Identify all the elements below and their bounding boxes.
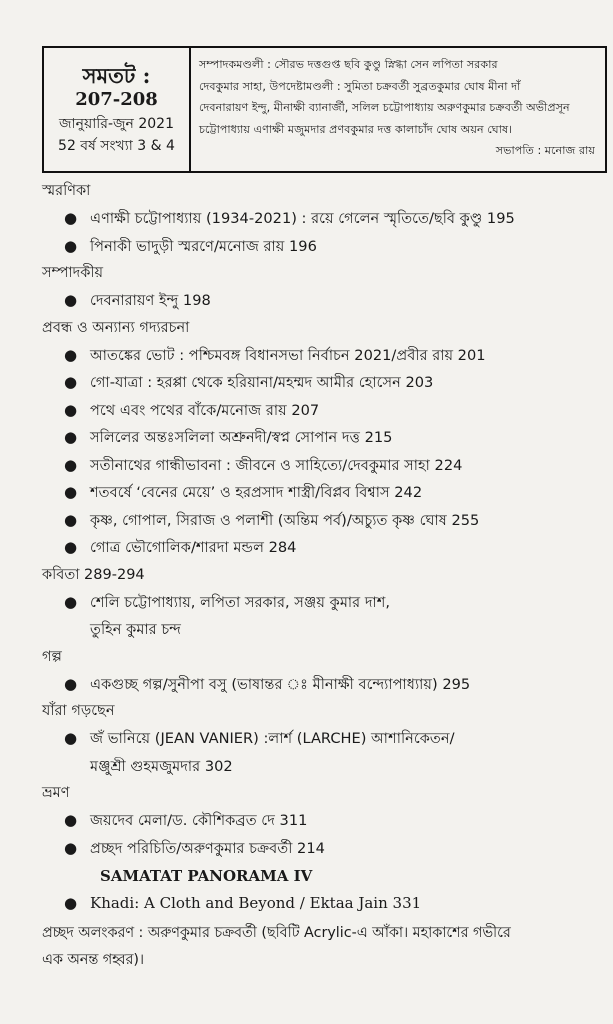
toc-entry[interactable] bbox=[42, 424, 613, 452]
entry-continuation: মঞ্জুশ্রী গুহমজুমদার 302 bbox=[90, 757, 233, 775]
bullet-icon: ● bbox=[64, 729, 78, 747]
bullet-icon: ● bbox=[64, 373, 78, 391]
entry-text: পিনাকী ভাদুড়ী স্মরণে/মনোজ রায় 196 bbox=[90, 237, 317, 255]
toc-entry[interactable] bbox=[42, 205, 613, 233]
issue-number: 207-208 bbox=[75, 88, 158, 110]
toc-entry[interactable] bbox=[42, 342, 613, 370]
toc-entry[interactable] bbox=[42, 369, 613, 397]
entry-text: শতবর্ষে ‘বেনের মেয়ে’ ও হরপ্রসাদ শাস্ত্রী/বিপ্লব বিশ্বাস 242 bbox=[90, 484, 423, 501]
editorial-board bbox=[191, 48, 605, 171]
entry-text: সলিলের অন্তঃসলিলা অশ্রুনদী/স্বপ্ন সোপান দত্ত 215 bbox=[90, 429, 393, 446]
header-box bbox=[42, 46, 607, 173]
president-line: সভাপতি : মনোজ রায় bbox=[495, 144, 595, 157]
entry-text: গোত্র ভৌগোলিক/শারদা মন্ডল 284 bbox=[90, 539, 297, 556]
toc-entry[interactable] bbox=[42, 452, 613, 480]
bullet-icon: ● bbox=[64, 510, 78, 529]
editors-line: দেবনারায়ণ ইন্দু, মীনাক্ষী ব্যানার্জী, সলিল চট্টোপাধ্যায় অরুণকুমার চক্রবর্তী অভীপ্রসূন bbox=[199, 101, 570, 114]
entry-text: জয়দেব মেলা/ড. কৌশিকব্রত দে 311 bbox=[90, 812, 308, 829]
toc-entry[interactable] bbox=[42, 589, 613, 617]
toc-entry[interactable] bbox=[42, 671, 613, 699]
masthead bbox=[44, 48, 191, 171]
section-heading: গল্প bbox=[42, 648, 62, 665]
entry-text: জঁ ভানিয়ে (JEAN VANIER) :লার্শ (LARCHE) আশানিকেতন/ bbox=[90, 730, 455, 747]
editors-line: সম্পাদকমণ্ডলী : সৌরভ দত্তগুপ্ত ছবি কুণ্ডু স্নিগ্ধা সেন লপিতা সরকার bbox=[199, 58, 498, 71]
toc-entry[interactable] bbox=[42, 397, 613, 425]
entry-text: শেলি চট্টোপাধ্যায়, লপিতা সরকার, সঞ্জয় কুমার দাশ, bbox=[90, 593, 390, 611]
bullet-icon: ● bbox=[64, 236, 78, 255]
volume-number: 52 বর্ষ সংখ্যা 3 & 4 bbox=[58, 137, 175, 154]
cover-credit-line: এক অনন্ত গহ্বর)। bbox=[42, 951, 145, 968]
bullet-icon: ● bbox=[64, 428, 78, 446]
entry-text: সতীনাথের গান্ধীভাবনা : জীবনে ও সাহিত্যে/দেবকুমার সাহা 224 bbox=[90, 456, 463, 474]
toc-entry[interactable] bbox=[42, 835, 613, 863]
section-heading: সম্পাদকীয় bbox=[42, 265, 104, 281]
panorama-heading: SAMATAT PANORAMA IV bbox=[100, 867, 313, 885]
entry-text: দেবনারায়ণ ইন্দু 198 bbox=[90, 292, 211, 309]
toc-entry[interactable] bbox=[42, 534, 613, 562]
bullet-icon: ● bbox=[64, 483, 78, 501]
toc-entry[interactable] bbox=[42, 479, 613, 507]
journal-title: সমতট : bbox=[82, 62, 151, 88]
bullet-icon: ● bbox=[64, 291, 78, 309]
entry-text: একগুচ্ছ গল্প/সুনীপা বসু (ভাষান্তর ঃ মীনাক্ষী বন্দ্যোপাধ্যায়) 295 bbox=[90, 675, 471, 693]
cover-credit-line: প্রচ্ছদ অলংকরণ : অরুণকুমার চক্রবর্তী (ছবিটি Acrylic-এ আঁকা। মহাকাশের গভীরে bbox=[42, 924, 511, 941]
bullet-icon: ● bbox=[64, 592, 78, 611]
bullet-icon: ● bbox=[64, 400, 78, 419]
toc-entry[interactable] bbox=[42, 807, 613, 835]
entry-text: কৃষ্ণ, গোপাল, সিরাজ ও পলাশী (অন্তিম পর্ব)/অচ্যুত কৃষ্ণ ঘোষ 255 bbox=[90, 511, 480, 529]
section-heading: যাঁরা গড়ছেন bbox=[42, 703, 115, 719]
toc-entry[interactable] bbox=[42, 287, 613, 315]
toc-entry[interactable] bbox=[42, 507, 613, 535]
table-of-contents bbox=[42, 178, 613, 974]
section-heading: স্মরণিকা bbox=[42, 183, 91, 199]
bullet-icon: ● bbox=[64, 538, 78, 556]
section-heading: প্রবন্ধ ও অন্যান্য গদ্যরচনা bbox=[42, 319, 190, 336]
entry-text: পথে এবং পথের বাঁকে/মনোজ রায় 207 bbox=[90, 401, 320, 419]
toc-entry[interactable] bbox=[42, 890, 613, 918]
entry-text: এণাক্ষী চট্টোপাধ্যায় (1934-2021) : রয়ে গেলেন স্মৃতিতে/ছবি কুণ্ডু 195 bbox=[90, 210, 515, 227]
editors-line: চট্টোপাধ্যায় এণাক্ষী মজুমদার প্রণবকুমার দত্ত কালাচাঁদ ঘোষ অয়ন ঘোষ। bbox=[199, 122, 513, 136]
toc-entry[interactable] bbox=[42, 725, 613, 753]
bullet-icon: ● bbox=[64, 811, 78, 829]
bullet-icon: ● bbox=[64, 455, 78, 474]
section-heading: কবিতা 289-294 bbox=[42, 566, 145, 583]
toc-entry[interactable] bbox=[42, 233, 613, 261]
entry-text: গো-যাত্রা : হরপ্পা থেকে হরিয়ানা/মহম্মদ আমীর হোসেন 203 bbox=[90, 374, 434, 391]
bullet-icon: ● bbox=[64, 894, 78, 912]
entry-continuation: তুহিন কুমার চন্দ bbox=[90, 621, 181, 638]
issue-date: জানুয়ারি-জুন 2021 bbox=[59, 115, 174, 132]
bullet-icon: ● bbox=[64, 209, 78, 227]
entry-text: আতঙ্কের ভোট : পশ্চিমবঙ্গ বিধানসভা নির্বাচন 2021/প্রবীর রায় 201 bbox=[90, 346, 486, 364]
entry-text: Khadi: A Cloth and Beyond / Ektaa Jain 331 bbox=[90, 894, 422, 912]
cover-credit bbox=[42, 920, 613, 974]
bullet-icon: ● bbox=[64, 838, 78, 857]
editors-line: দেবকুমার সাহা, উপদেষ্টামণ্ডলী : সুমিতা চক্রবর্তী সুব্রতকুমার ঘোষ মীনা দাঁ bbox=[199, 79, 521, 93]
bullet-icon: ● bbox=[64, 674, 78, 693]
bullet-icon: ● bbox=[64, 345, 78, 364]
entry-text: প্রচ্ছদ পরিচিতি/অরুণকুমার চক্রবর্তী 214 bbox=[90, 839, 325, 857]
section-heading: ভ্রমণ bbox=[42, 785, 70, 801]
